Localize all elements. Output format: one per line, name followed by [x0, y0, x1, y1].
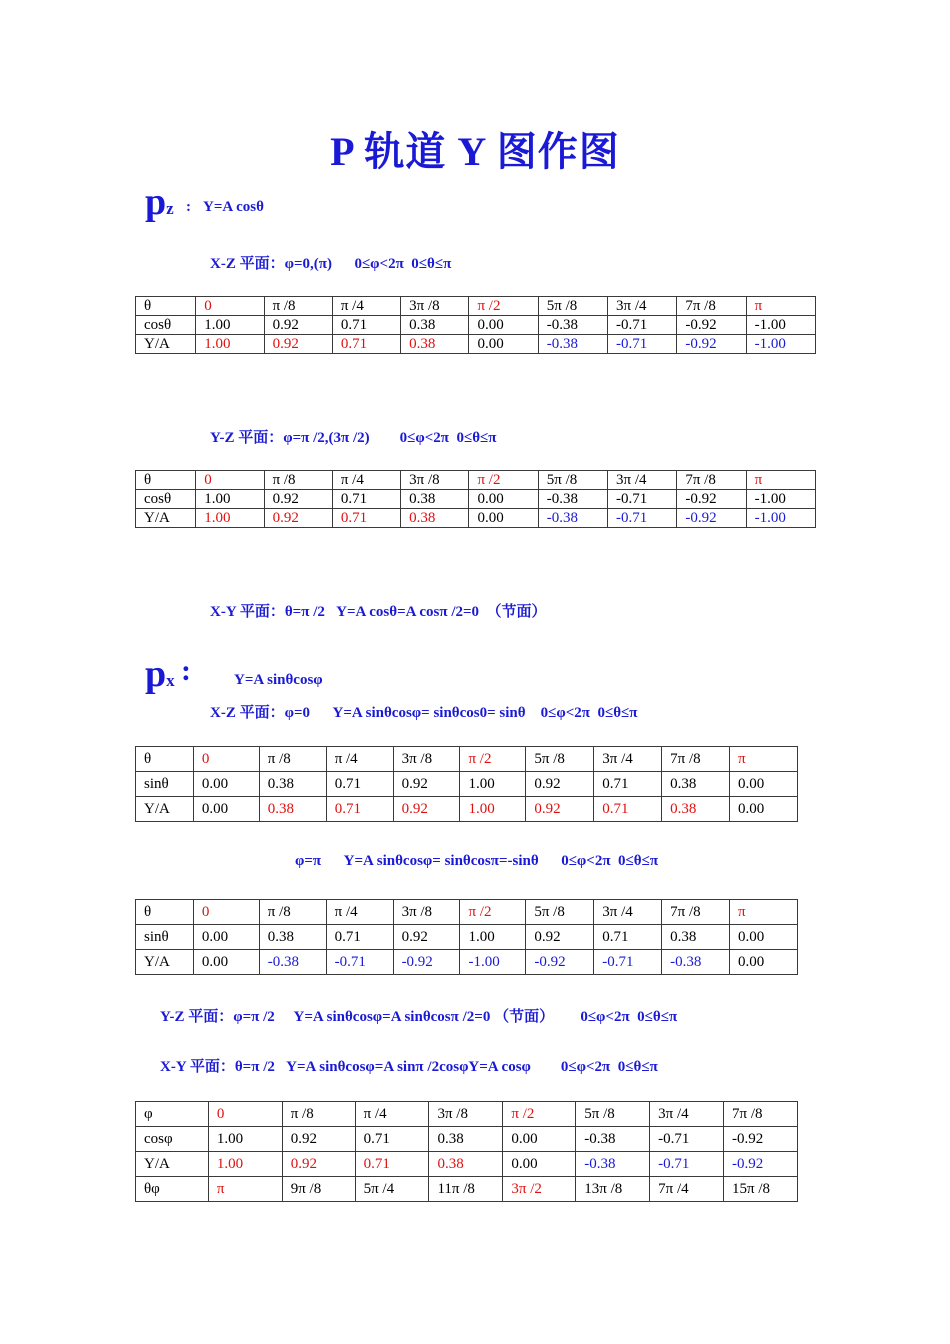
table-cell: 15π /8 — [724, 1177, 798, 1202]
table-cell: 0.92 — [526, 925, 594, 950]
table-cell: 0 — [208, 1102, 282, 1127]
px-xz-heading: X-Z 平面：φ=0 Y=A sinθcosφ= sinθcos0= sinθ 0≤φ<2π 0≤θ≤π — [210, 705, 638, 721]
table-cell: 0.71 — [594, 797, 662, 822]
table-row — [136, 797, 798, 822]
row-header-cell: cosφ — [136, 1127, 209, 1152]
table-row — [136, 950, 798, 975]
table-cell: 0.71 — [332, 316, 400, 335]
table-row — [136, 297, 816, 316]
table-cell: π /2 — [460, 747, 526, 772]
row-header-cell: θ — [136, 471, 196, 490]
table-cell: -0.38 — [538, 335, 607, 354]
table-cell: 0.00 — [503, 1152, 576, 1177]
table-cell: -0.71 — [650, 1152, 724, 1177]
table-cell: 5π /8 — [576, 1102, 650, 1127]
table-row — [136, 1127, 798, 1152]
table-cell: 5π /8 — [538, 297, 607, 316]
table-cell: -1.00 — [746, 490, 815, 509]
row-header-cell: Y/A — [136, 335, 196, 354]
table-cell: -0.38 — [538, 490, 607, 509]
table-cell: π — [746, 297, 815, 316]
table-cell: 3π /8 — [393, 900, 460, 925]
table-cell: 0.38 — [662, 797, 730, 822]
table-cell: π /2 — [460, 900, 526, 925]
table-cell: 0.00 — [469, 316, 538, 335]
table-cell: 0.71 — [594, 772, 662, 797]
table-cell: π /8 — [282, 1102, 355, 1127]
px-yz-heading: Y-Z 平面：φ=π /2 Y=A sinθcosφ=A sinθcosπ /2=0 （节面） 0≤φ<2π 0≤θ≤π — [160, 1009, 678, 1025]
table-cell: 0.38 — [429, 1152, 503, 1177]
table-cell: -1.00 — [746, 335, 815, 354]
table-row — [136, 1102, 798, 1127]
table-cell: 3π /8 — [429, 1102, 503, 1127]
table-cell: 0.71 — [326, 797, 393, 822]
px-phi-pi-heading: φ=π Y=A sinθcosφ= sinθcosπ=-sinθ 0≤φ<2π 0≤θ≤π — [295, 853, 659, 869]
table-cell: 1.00 — [460, 772, 526, 797]
table-cell: -0.38 — [576, 1152, 650, 1177]
table-cell: π — [208, 1177, 282, 1202]
table-cell: -0.38 — [538, 316, 607, 335]
table-cell: π /4 — [326, 747, 393, 772]
table-cell: 0 — [196, 297, 264, 316]
table-cell: 1.00 — [196, 316, 264, 335]
table-cell: 7π /4 — [650, 1177, 724, 1202]
table-cell: 0.00 — [503, 1127, 576, 1152]
table-cell: 0.71 — [594, 925, 662, 950]
table-cell: π /4 — [326, 900, 393, 925]
pz-label-p: p — [145, 181, 167, 223]
row-header-cell: cosθ — [136, 490, 196, 509]
table-cell: 5π /8 — [526, 747, 594, 772]
table-cell: 1.00 — [208, 1127, 282, 1152]
table-cell: 1.00 — [208, 1152, 282, 1177]
table-cell: -0.38 — [576, 1127, 650, 1152]
table-cell: π /2 — [503, 1102, 576, 1127]
px-label — [145, 652, 175, 696]
table-cell: 0 — [196, 471, 264, 490]
px-table-2 — [135, 899, 798, 975]
table-cell: -0.92 — [526, 950, 594, 975]
table-cell: -1.00 — [746, 509, 815, 528]
px-table-1 — [135, 746, 798, 822]
table-cell: 5π /8 — [538, 471, 607, 490]
table-cell: 0.38 — [401, 335, 469, 354]
page-title: P 轨道 Y 图作图 — [330, 129, 620, 174]
table-cell: 3π /8 — [393, 747, 460, 772]
table-cell: 0.38 — [662, 772, 730, 797]
table-cell: 0.00 — [469, 490, 538, 509]
table-cell: π /8 — [264, 471, 332, 490]
table-cell: 0.92 — [264, 335, 332, 354]
table-cell: 0.92 — [282, 1152, 355, 1177]
row-header-cell: φ — [136, 1102, 209, 1127]
table-cell: -0.71 — [608, 509, 677, 528]
table-cell: 1.00 — [460, 797, 526, 822]
table-cell: 0.92 — [264, 509, 332, 528]
table-cell: 0.92 — [526, 772, 594, 797]
table-cell: 0.00 — [730, 797, 798, 822]
table-cell: -0.71 — [608, 490, 677, 509]
pz-colon: : — [186, 199, 191, 215]
table-row — [136, 509, 816, 528]
table-cell: 0.71 — [332, 490, 400, 509]
table-cell: 0.71 — [332, 509, 400, 528]
table-cell: -0.71 — [650, 1127, 724, 1152]
table-row — [136, 900, 798, 925]
pz-yz-table — [135, 470, 816, 528]
table-row — [136, 1152, 798, 1177]
table-row — [136, 490, 816, 509]
table-cell: 0.00 — [193, 797, 259, 822]
table-row — [136, 772, 798, 797]
pz-xz-table — [135, 296, 816, 354]
table-row — [136, 335, 816, 354]
table-cell: -0.38 — [259, 950, 326, 975]
table-cell: -0.92 — [677, 490, 746, 509]
table-cell: -0.71 — [594, 950, 662, 975]
table-cell: 0.38 — [662, 925, 730, 950]
table-cell: 5π /8 — [526, 900, 594, 925]
table-cell: 13π /8 — [576, 1177, 650, 1202]
table-cell: -0.92 — [677, 316, 746, 335]
table-cell: 0.92 — [393, 925, 460, 950]
table-cell: 0.92 — [526, 797, 594, 822]
table-cell: -1.00 — [746, 316, 815, 335]
table-cell: -0.38 — [538, 509, 607, 528]
table-cell: 0.00 — [193, 772, 259, 797]
table-cell: 7π /8 — [677, 297, 746, 316]
table-cell: 5π /4 — [355, 1177, 429, 1202]
table-row — [136, 471, 816, 490]
table-cell: -0.92 — [724, 1127, 798, 1152]
row-header-cell: θ — [136, 747, 194, 772]
table-cell: 9π /8 — [282, 1177, 355, 1202]
table-cell: -0.92 — [393, 950, 460, 975]
table-cell: π — [746, 471, 815, 490]
table-cell: π /8 — [264, 297, 332, 316]
table-cell: 0.92 — [282, 1127, 355, 1152]
table-cell: 7π /8 — [662, 747, 730, 772]
row-header-cell: cosθ — [136, 316, 196, 335]
table-cell: 3π /4 — [650, 1102, 724, 1127]
pz-xy-heading: X-Y 平面：θ=π /2 Y=A cosθ=A cosπ /2=0 （节面） — [210, 604, 547, 620]
table-cell: π /2 — [469, 471, 538, 490]
table-cell: 3π /4 — [594, 900, 662, 925]
row-header-cell: θφ — [136, 1177, 209, 1202]
table-cell: 0.00 — [469, 335, 538, 354]
row-header-cell: θ — [136, 900, 194, 925]
table-cell: -0.71 — [608, 316, 677, 335]
table-cell: 11π /8 — [429, 1177, 503, 1202]
table-cell: 0 — [193, 747, 259, 772]
table-cell: 7π /8 — [724, 1102, 798, 1127]
table-cell: π — [730, 900, 798, 925]
table-cell: -0.92 — [677, 335, 746, 354]
table-cell: 0.92 — [264, 490, 332, 509]
table-cell: π /8 — [259, 747, 326, 772]
table-cell: 7π /8 — [662, 900, 730, 925]
table-row — [136, 1177, 798, 1202]
table-cell: 0.00 — [730, 950, 798, 975]
table-row — [136, 747, 798, 772]
row-header-cell: Y/A — [136, 509, 196, 528]
table-cell: 1.00 — [196, 509, 264, 528]
table-cell: π — [730, 747, 798, 772]
table-cell: -0.71 — [326, 950, 393, 975]
table-cell: 3π /4 — [594, 747, 662, 772]
table-cell: 0.71 — [355, 1127, 429, 1152]
table-cell: 3π /4 — [608, 471, 677, 490]
table-cell: 0.71 — [326, 925, 393, 950]
table-cell: 1.00 — [196, 490, 264, 509]
pz-yz-heading: Y-Z 平面：φ=π /2,(3π /2) 0≤φ<2π 0≤θ≤π — [210, 430, 497, 446]
table-cell: π /4 — [332, 471, 400, 490]
table-cell: 1.00 — [460, 925, 526, 950]
row-header-cell: Y/A — [136, 797, 194, 822]
px-table-3 — [135, 1101, 798, 1202]
row-header-cell: sinθ — [136, 772, 194, 797]
table-cell: 3π /4 — [608, 297, 677, 316]
table-cell: 0.71 — [355, 1152, 429, 1177]
table-cell: 3π /8 — [401, 471, 469, 490]
table-cell: 0.00 — [193, 950, 259, 975]
pz-formula: Y=A cosθ — [203, 199, 264, 215]
px-formula: Y=A sinθcosφ — [234, 672, 323, 688]
table-cell: 0.00 — [730, 925, 798, 950]
table-cell: 1.00 — [196, 335, 264, 354]
pz-label-sub: z — [166, 199, 174, 218]
px-label-sub: x — [166, 671, 175, 690]
table-cell: 0.38 — [401, 316, 469, 335]
table-cell: 0.71 — [332, 335, 400, 354]
table-cell: 0.38 — [401, 490, 469, 509]
pz-xz-heading: X-Z 平面：φ=0,(π) 0≤φ<2π 0≤θ≤π — [210, 256, 452, 272]
table-cell: 3π /2 — [503, 1177, 576, 1202]
table-cell: π /4 — [332, 297, 400, 316]
row-header-cell: sinθ — [136, 925, 194, 950]
table-cell: 0.92 — [264, 316, 332, 335]
table-cell: π /2 — [469, 297, 538, 316]
table-cell: -0.92 — [677, 509, 746, 528]
table-cell: π /8 — [259, 900, 326, 925]
table-cell: 0.38 — [259, 797, 326, 822]
table-row — [136, 316, 816, 335]
table-cell: 0.00 — [730, 772, 798, 797]
table-cell: 0 — [193, 900, 259, 925]
table-cell: 0.38 — [401, 509, 469, 528]
table-cell: π /4 — [355, 1102, 429, 1127]
table-row — [136, 925, 798, 950]
table-cell: 7π /8 — [677, 471, 746, 490]
table-cell: 0.38 — [259, 925, 326, 950]
px-label-p: p — [145, 653, 167, 695]
table-cell: -0.71 — [608, 335, 677, 354]
table-cell: 0.92 — [393, 797, 460, 822]
table-cell: 0.00 — [469, 509, 538, 528]
pz-label — [145, 180, 174, 224]
table-cell: 0.00 — [193, 925, 259, 950]
table-cell: 0.92 — [393, 772, 460, 797]
table-cell: -0.92 — [724, 1152, 798, 1177]
px-xy-heading: X-Y 平面：θ=π /2 Y=A sinθcosφ=A sinπ /2cosφY=A cosφ 0≤φ<2π 0≤θ≤π — [160, 1059, 658, 1075]
row-header-cell: Y/A — [136, 950, 194, 975]
table-cell: 0.38 — [259, 772, 326, 797]
table-cell: -1.00 — [460, 950, 526, 975]
px-colon: : — [181, 654, 191, 687]
row-header-cell: Y/A — [136, 1152, 209, 1177]
row-header-cell: θ — [136, 297, 196, 316]
table-cell: -0.38 — [662, 950, 730, 975]
table-cell: 0.71 — [326, 772, 393, 797]
table-cell: 3π /8 — [401, 297, 469, 316]
table-cell: 0.38 — [429, 1127, 503, 1152]
